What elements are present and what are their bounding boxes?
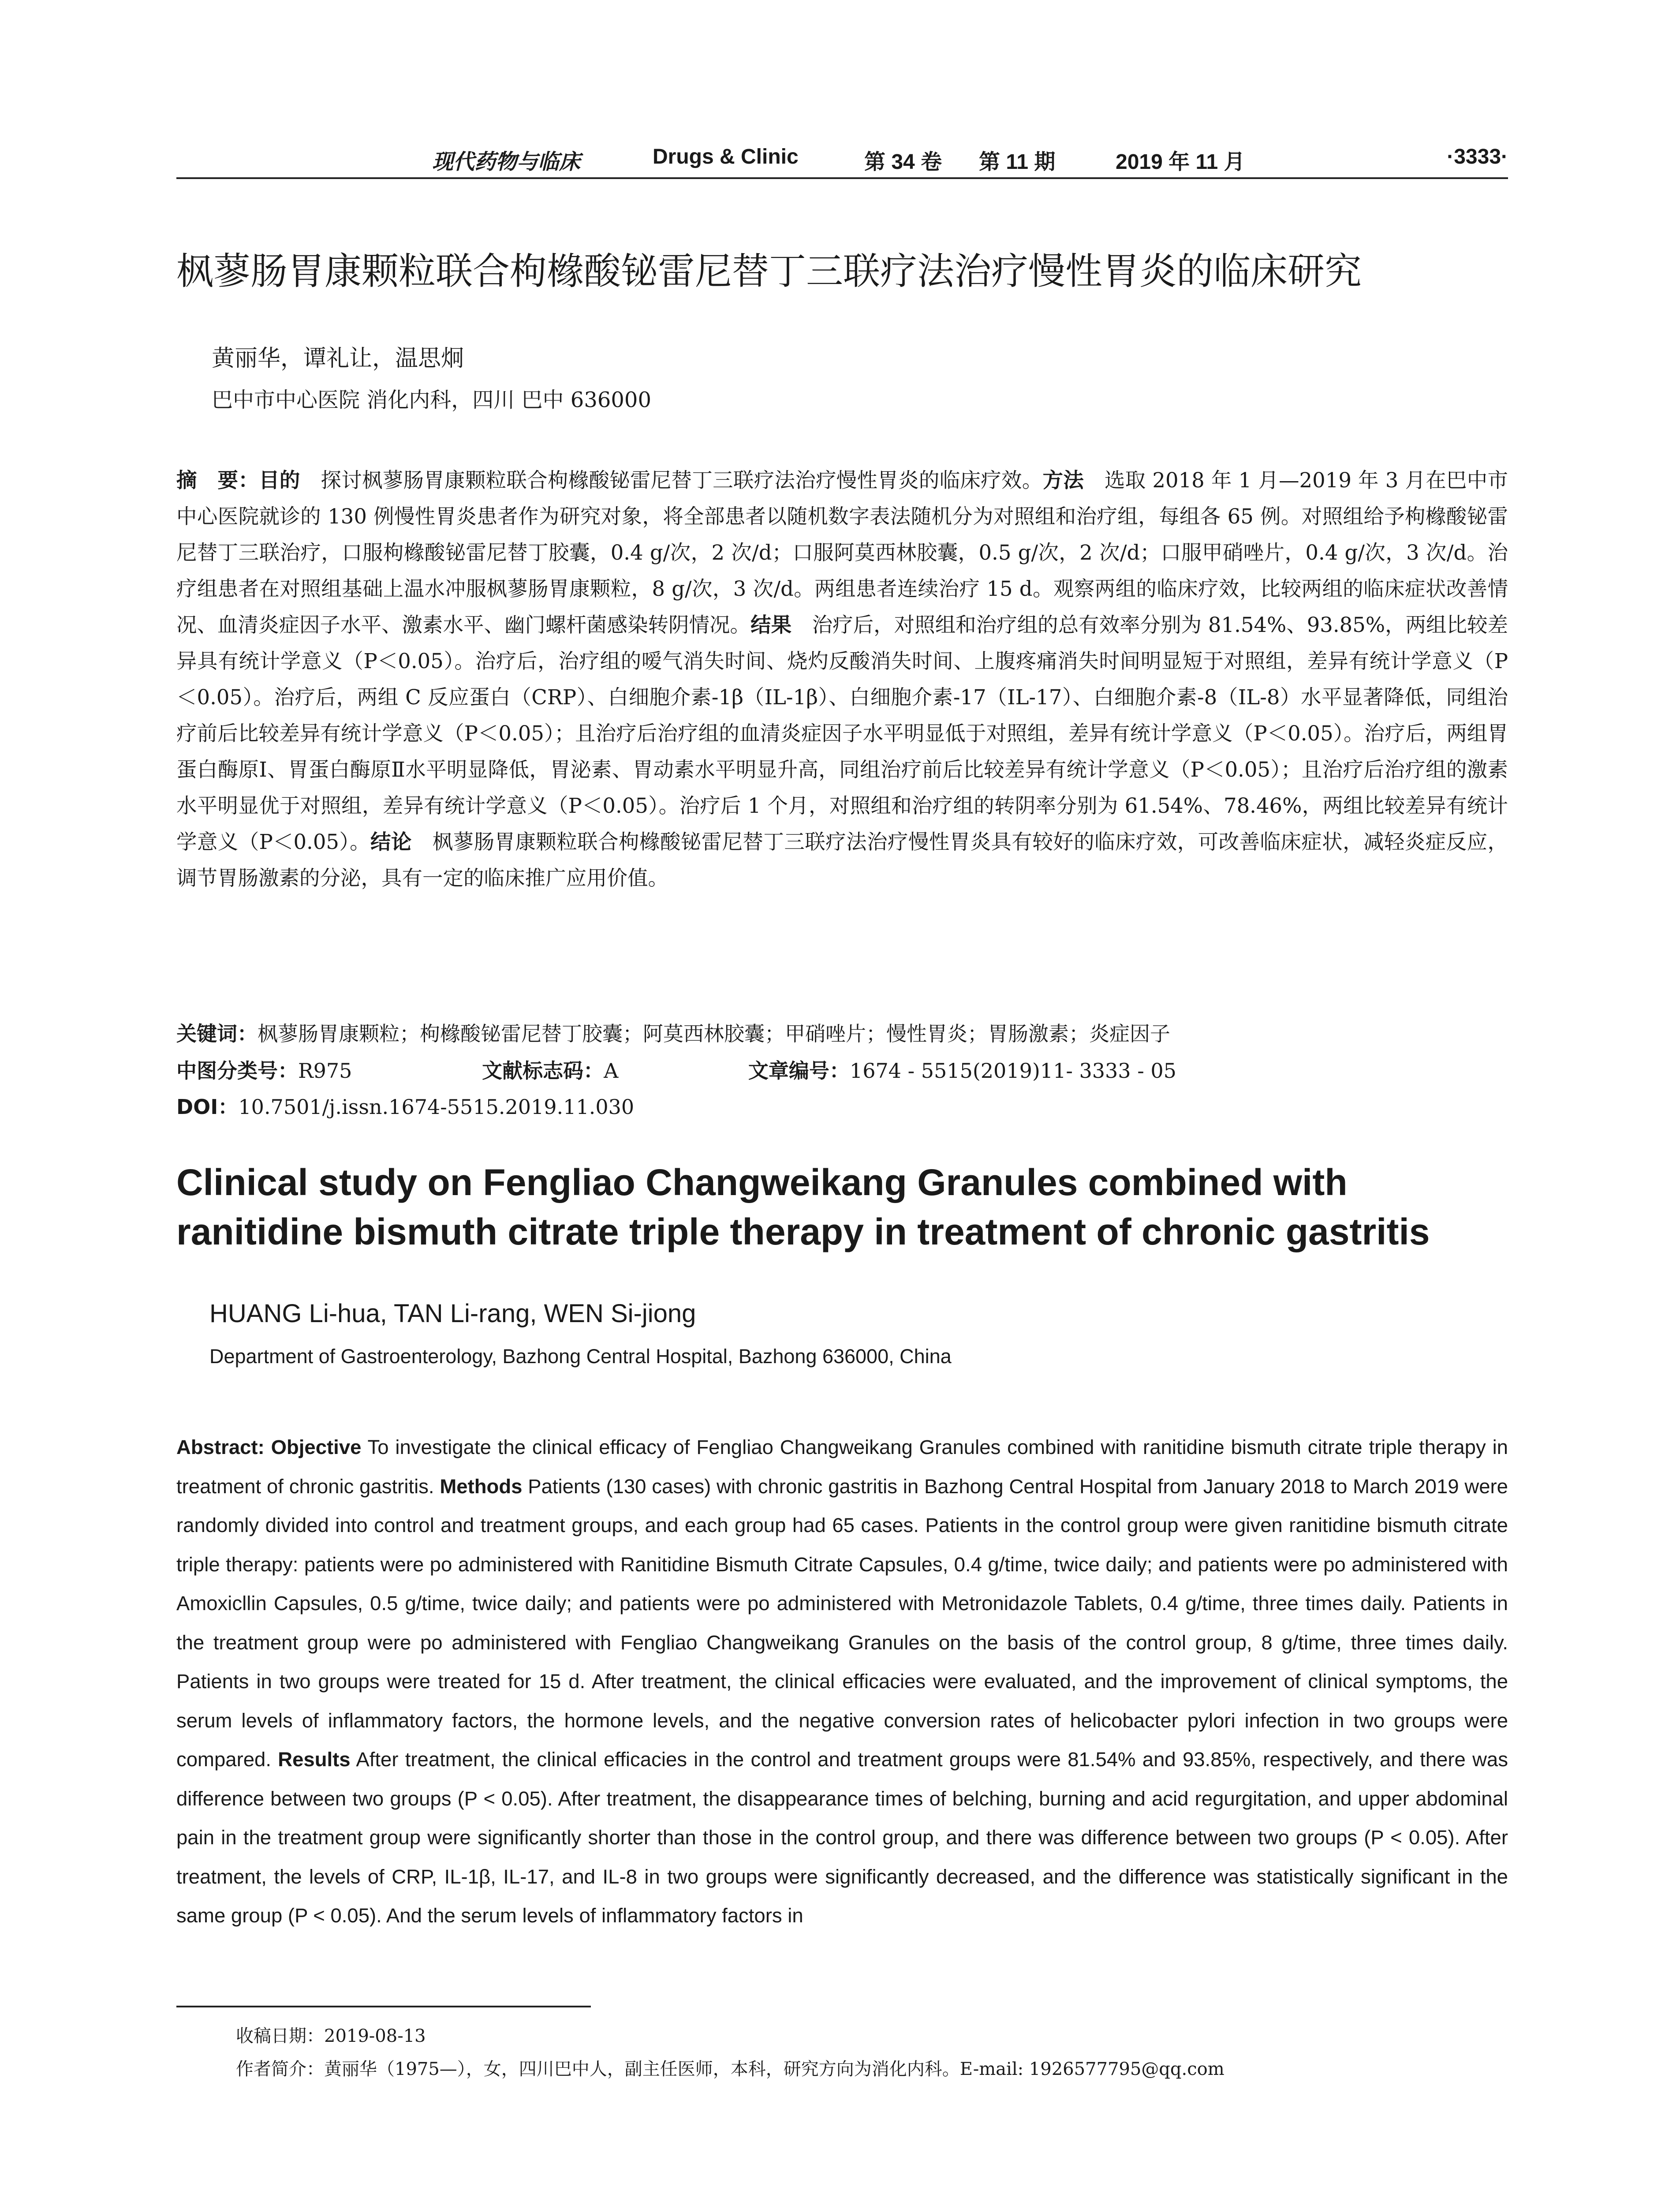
en-results: After treatment, the clinical efficacies in the control and treatment groups were 81.54% and 93.85%, respectively, and there was difference between two groups (P < 0.05). After treatment, the disappearance times of belching, burning and acid regurgitation, and upper abdominal pain in the treatment group were significantly shorter than those in the control group, and there was difference between two groups (P < 0.05). After treatment, the levels of CRP, IL-1β, IL-17, and IL-8 in two groups were significantly decreased, and the difference was statistically significant in the same group (P < 0.05). And the serum levels of inflammatory factors in xyxy=(176,1748,1508,1927)
cn-abstract-label: 摘 要： xyxy=(176,468,259,492)
en-methods-label: Methods xyxy=(440,1475,523,1498)
header-rule xyxy=(176,177,1508,179)
volume: 第 34 卷 xyxy=(864,150,942,174)
en-affiliation: Department of Gastroenterology, Bazhong Central Hospital, Bazhong 636000, China xyxy=(209,1345,952,1368)
journal-name-en: Drugs & Clinic xyxy=(653,145,799,168)
cn-methods-label: 方法 xyxy=(1042,468,1084,492)
cn-keywords xyxy=(176,1018,1170,1047)
en-results-label: Results xyxy=(278,1748,351,1771)
cn-abstract xyxy=(176,462,1508,896)
running-header xyxy=(176,140,1508,176)
footnote-rule xyxy=(176,2006,591,2007)
en-abstract xyxy=(176,1428,1508,1936)
doi xyxy=(176,1091,634,1120)
en-methods: Patients (130 cases) with chronic gastritis in Bazhong Central Hospital from January 2018 to March 2019 were randomly divided into control and treatment groups, and each group had 65 cases. Patients in the control group were given ranitidine bismuth citrate triple therapy: patients were po administered with Ranitidine Bismuth Citrate Capsules, 0.4 g/time, twice daily; and patients were po administered with Amoxicllin Capsules, 0.5 g/time, twice daily; and patients were po administered with Metronidazole Tablets, 0.4 g/time, three times daily. Patients in the treatment group were po administered with Fengliao Changweikang Granules on the basis of the control group, 8 g/time, three times daily. Patients in two groups were treated for 15 d. After treatment, the clinical efficacies were evaluated, and the improvement of clinical symptoms, the serum levels of inflammatory factors, the hormone levels, and the negative conversion rates of helicobacter pylori infection in two groups were compared. xyxy=(176,1475,1508,1771)
journal-name-cn: 现代药物与临床 xyxy=(432,149,581,174)
doc-code-value: A xyxy=(604,1059,619,1083)
footnote-author-bio: 作者简介：黄丽华（1975—），女，四川巴中人，副主任医师，本科，研究方向为消化内科。E-mail: 1926577795@qq.com xyxy=(236,2059,1225,2079)
page-number: ·3333· xyxy=(1447,145,1508,168)
en-title: Clinical study on Fengliao Changweikang Granules combined with ranitidine bismuth citrate triple therapy in treatment of chronic gastritis xyxy=(176,1162,1430,1252)
doi-label: DOI： xyxy=(176,1095,239,1119)
en-objective-label: Objective xyxy=(271,1436,362,1458)
en-objective: To investigate the clinical efficacy of Fengliao Changweikang Granules combined with ranitidine bismuth citrate triple therapy in treatment of chronic gastritis. xyxy=(176,1436,1508,1498)
cn-results: 治疗后，对照组和治疗组的总有效率分别为 81.54%、93.85%，两组比较差异具有统计学意义（P＜0.05）。治疗后，治疗组的嗳气消失时间、烧灼反酸消失时间、上腹疼痛消失时间明显短于对照组，差异有统计学意义（P＜0.05）。治疗后，两组 C 反应蛋白（CRP）、白细胞介素-1β（IL-1β）、白细胞介素-17（IL-17）、白细胞介素-8（IL-8）水平显著降低，同组治疗前后比较差异有统计学意义（P＜0.05）；且治疗后治疗组的血清炎症因子水平明显低于对照组，差异有统计学意义（P＜0.05）。治疗后，两组胃蛋白酶原Ⅰ、胃蛋白酶原Ⅱ水平明显降低，胃泌素、胃动素水平明显升高，同组治疗前后比较差异有统计学意义（P＜0.05）；且治疗后治疗组的激素水平明显优于对照组，差异有统计学意义（P＜0.05）。治疗后 1 个月，对照组和治疗组的转阴率分别为 61.54%、78.46%，两组比较差异有统计学意义（P＜0.05）。 xyxy=(176,613,1508,854)
cn-classification xyxy=(176,1055,1300,1084)
article-no-value: 1674 - 5515(2019)11- 3333 - 05 xyxy=(849,1059,1176,1083)
cn-conclusion: 枫蓼肠胃康颗粒联合枸橼酸铋雷尼替丁三联疗法治疗慢性胃炎具有较好的临床疗效，可改善临床症状，减轻炎症反应，调节胃肠激素的分泌，具有一定的临床推广应用价值。 xyxy=(176,830,1508,890)
cn-methods: 选取 2018 年 1 月—2019 年 3 月在巴中市中心医院就诊的 130 例慢性胃炎患者作为研究对象，将全部患者以随机数字表法随机分为对照组和治疗组，每组各 65 例。对照组给予枸橼酸铋雷尼替丁三联治疗，口服枸橼酸铋雷尼替丁胶囊，0.4 g/次，2 次/d；口服阿莫西林胶囊，0.5 g/次，2 次/d；口服甲硝唑片，0.4 g/次，3 次/d。治疗组患者在对照组基础上温水冲服枫蓼肠胃康颗粒，8 g/次，3 次/d。两组患者连续治疗 15 d。观察两组的临床疗效，比较两组的临床症状改善情况、血清炎症因子水平、激素水平、幽门螺杆菌感染转阴情况。 xyxy=(176,468,1508,637)
article-no-label: 文章编号： xyxy=(748,1059,850,1083)
en-authors: HUANG Li-hua, TAN Li-rang, WEN Si-jiong xyxy=(209,1299,696,1328)
en-abstract-label: Abstract: xyxy=(176,1436,265,1458)
cn-results-label: 结果 xyxy=(750,613,792,637)
issue-date: 2019 年 11 月 xyxy=(1116,150,1245,174)
cn-authors: 黄丽华，谭礼让，温思炯 xyxy=(212,345,464,372)
doc-code-label: 文献标志码： xyxy=(482,1059,604,1083)
cn-title: 枫蓼肠胃康颗粒联合枸橼酸铋雷尼替丁三联疗法治疗慢性胃炎的临床研究 xyxy=(176,250,1362,293)
cn-keywords-text: 枫蓼肠胃康颗粒；枸橼酸铋雷尼替丁胶囊；阿莫西林胶囊；甲硝唑片；慢性胃炎；胃肠激素；炎症因子 xyxy=(258,1022,1170,1046)
cn-affiliation: 巴中市中心医院 消化内科，四川 巴中 636000 xyxy=(212,388,652,412)
clc-value: R975 xyxy=(298,1059,352,1083)
issue: 第 11 期 xyxy=(979,150,1056,174)
footnote-received: 收稿日期：2019-08-13 xyxy=(236,2026,426,2046)
cn-conclusion-label: 结论 xyxy=(370,830,412,854)
cn-keywords-label: 关键词： xyxy=(176,1022,258,1046)
doi-value: 10.7501/j.issn.1674-5515.2019.11.030 xyxy=(238,1095,635,1119)
clc-label: 中图分类号： xyxy=(176,1059,298,1083)
cn-objective-label: 目的 xyxy=(259,468,300,492)
cn-objective: 探讨枫蓼肠胃康颗粒联合枸橼酸铋雷尼替丁三联疗法治疗慢性胃炎的临床疗效。 xyxy=(321,468,1043,492)
